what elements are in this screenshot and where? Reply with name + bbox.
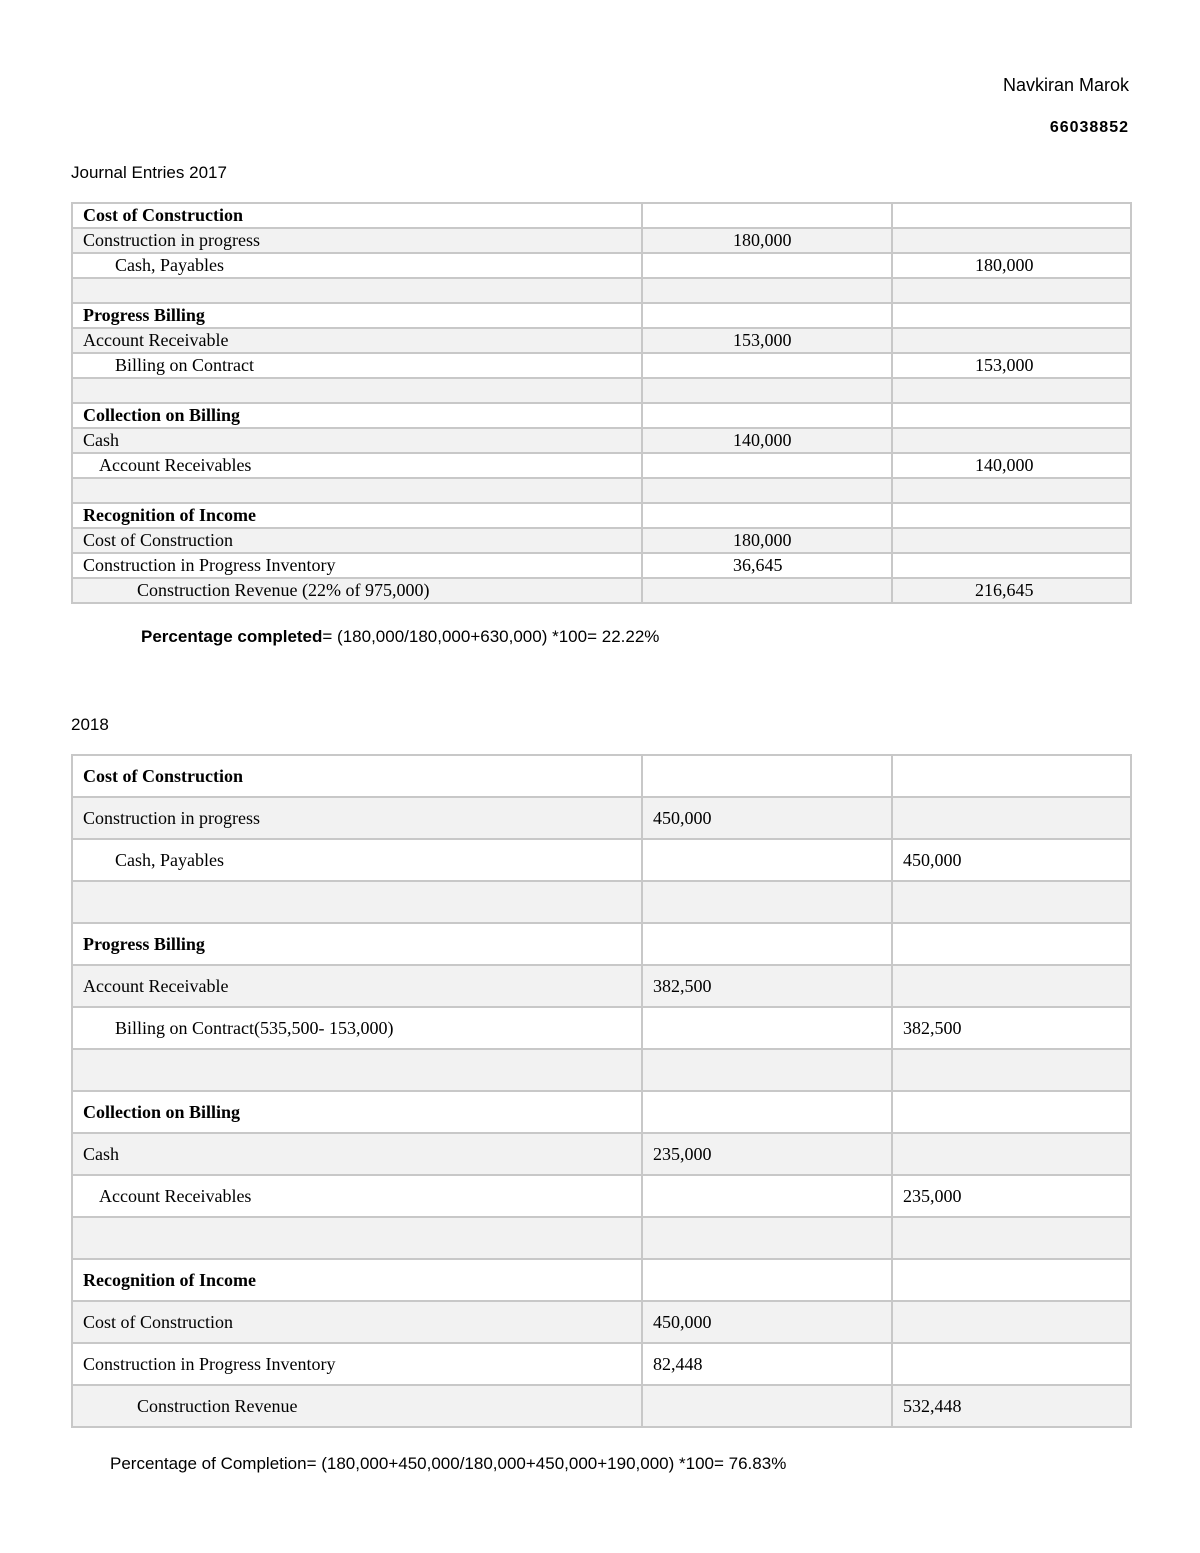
credit-amount (892, 228, 1131, 253)
account-name: Construction Revenue (72, 1385, 642, 1427)
debit-amount: 235,000 (642, 1133, 892, 1175)
account-name: Cash, Payables (72, 253, 642, 278)
credit-amount (892, 965, 1131, 1007)
journal-row (72, 253, 1131, 278)
journal-row (72, 755, 1131, 797)
entry-heading: Collection on Billing (72, 403, 642, 428)
entry-heading: Cost of Construction (72, 755, 642, 797)
debit-amount (642, 1217, 892, 1259)
account-name: Billing on Contract(535,500- 153,000) (72, 1007, 642, 1049)
journal-row (72, 428, 1131, 453)
debit-amount: 82,448 (642, 1343, 892, 1385)
journal-row (72, 1385, 1131, 1427)
debit-amount (642, 1007, 892, 1049)
journal-row (72, 353, 1131, 378)
debit-amount (642, 1091, 892, 1133)
credit-amount: 180,000 (892, 253, 1131, 278)
journal-row (72, 228, 1131, 253)
account-name: Construction Revenue (22% of 975,000) (72, 578, 642, 603)
credit-amount (892, 797, 1131, 839)
journal-table-2017 (71, 202, 1132, 604)
entry-heading: Collection on Billing (72, 1091, 642, 1133)
credit-amount (892, 1217, 1131, 1259)
journal-row (72, 478, 1131, 503)
account-name: Account Receivable (72, 965, 642, 1007)
account-name: Construction in Progress Inventory (72, 1343, 642, 1385)
credit-amount (892, 303, 1131, 328)
credit-amount: 532,448 (892, 1385, 1131, 1427)
credit-amount: 153,000 (892, 353, 1131, 378)
debit-amount (642, 303, 892, 328)
account-name (72, 1217, 642, 1259)
credit-amount: 382,500 (892, 1007, 1131, 1049)
journal-row (72, 303, 1131, 328)
account-name: Account Receivables (72, 1175, 642, 1217)
credit-amount (892, 923, 1131, 965)
debit-amount (642, 923, 892, 965)
credit-amount (892, 755, 1131, 797)
note-formula: Percentage of Completion= (180,000+450,000/180,000+450,000+190,000) *100= 76.83% (110, 1454, 787, 1473)
credit-amount (892, 1301, 1131, 1343)
account-name: Construction in progress (72, 797, 642, 839)
journal-row (72, 503, 1131, 528)
note-label: Percentage completed (141, 627, 323, 646)
account-name: Cash (72, 1133, 642, 1175)
credit-amount (892, 203, 1131, 228)
journal-row (72, 1133, 1131, 1175)
journal-row (72, 453, 1131, 478)
debit-amount (642, 1385, 892, 1427)
journal-row (72, 1343, 1131, 1385)
credit-amount (892, 881, 1131, 923)
debit-amount: 180,000 (642, 528, 892, 553)
credit-amount (892, 553, 1131, 578)
account-name: Account Receivables (72, 453, 642, 478)
debit-amount (642, 278, 892, 303)
journal-row (72, 839, 1131, 881)
debit-amount (642, 839, 892, 881)
debit-amount: 450,000 (642, 1301, 892, 1343)
journal-row (72, 965, 1131, 1007)
account-name: Cost of Construction (72, 1301, 642, 1343)
journal-row (72, 1301, 1131, 1343)
credit-amount (892, 403, 1131, 428)
journal-row (72, 403, 1131, 428)
student-id: 66038852 (1049, 119, 1129, 136)
journal-row (72, 328, 1131, 353)
credit-amount: 235,000 (892, 1175, 1131, 1217)
debit-amount (642, 1049, 892, 1091)
account-name: Construction in progress (72, 228, 642, 253)
credit-amount (892, 503, 1131, 528)
credit-amount (892, 1049, 1131, 1091)
credit-amount (892, 1091, 1131, 1133)
journal-row (72, 797, 1131, 839)
account-name (72, 478, 642, 503)
percentage-completion-note-2018 (110, 1454, 786, 1474)
entry-heading: Progress Billing (72, 923, 642, 965)
journal-row (72, 278, 1131, 303)
debit-amount (642, 1259, 892, 1301)
debit-amount: 382,500 (642, 965, 892, 1007)
journal-row (72, 1049, 1131, 1091)
account-name (72, 881, 642, 923)
account-name: Billing on Contract (72, 353, 642, 378)
credit-amount (892, 1343, 1131, 1385)
credit-amount: 140,000 (892, 453, 1131, 478)
debit-amount: 140,000 (642, 428, 892, 453)
note-formula: = (180,000/180,000+630,000) *100= 22.22% (322, 627, 660, 646)
journal-row (72, 1007, 1131, 1049)
account-name (72, 1049, 642, 1091)
journal-row (72, 1175, 1131, 1217)
journal-row (72, 578, 1131, 603)
credit-amount (892, 1133, 1131, 1175)
journal-row (72, 1217, 1131, 1259)
percentage-completed-note-2017 (141, 627, 659, 647)
debit-amount (642, 203, 892, 228)
credit-amount: 216,645 (892, 578, 1131, 603)
section-title-2017: Journal Entries 2017 (71, 163, 227, 182)
debit-amount: 180,000 (642, 228, 892, 253)
journal-row (72, 378, 1131, 403)
account-name: Cash, Payables (72, 839, 642, 881)
debit-amount (642, 453, 892, 478)
journal-row (72, 1259, 1131, 1301)
debit-amount (642, 403, 892, 428)
journal-row (72, 203, 1131, 228)
author-name: Navkiran Marok (1002, 75, 1129, 95)
journal-row (72, 553, 1131, 578)
section-title-2018: 2018 (71, 715, 109, 734)
debit-amount: 450,000 (642, 797, 892, 839)
account-name (72, 378, 642, 403)
account-name: Account Receivable (72, 328, 642, 353)
entry-heading: Cost of Construction (72, 203, 642, 228)
debit-amount (642, 253, 892, 278)
credit-amount: 450,000 (892, 839, 1131, 881)
journal-table-2018 (71, 754, 1132, 1428)
credit-amount (892, 378, 1131, 403)
journal-row (72, 923, 1131, 965)
debit-amount (642, 378, 892, 403)
account-name: Construction in Progress Inventory (72, 553, 642, 578)
journal-row (72, 881, 1131, 923)
credit-amount (892, 278, 1131, 303)
account-name: Cost of Construction (72, 528, 642, 553)
debit-amount (642, 755, 892, 797)
credit-amount (892, 478, 1131, 503)
debit-amount (642, 353, 892, 378)
journal-row (72, 528, 1131, 553)
journal-row (72, 1091, 1131, 1133)
debit-amount (642, 1175, 892, 1217)
debit-amount (642, 578, 892, 603)
credit-amount (892, 428, 1131, 453)
credit-amount (892, 328, 1131, 353)
debit-amount (642, 478, 892, 503)
debit-amount: 36,645 (642, 553, 892, 578)
account-name (72, 278, 642, 303)
debit-amount (642, 503, 892, 528)
account-name: Cash (72, 428, 642, 453)
entry-heading: Recognition of Income (72, 1259, 642, 1301)
debit-amount (642, 881, 892, 923)
credit-amount (892, 528, 1131, 553)
debit-amount: 153,000 (642, 328, 892, 353)
entry-heading: Recognition of Income (72, 503, 642, 528)
credit-amount (892, 1259, 1131, 1301)
entry-heading: Progress Billing (72, 303, 642, 328)
